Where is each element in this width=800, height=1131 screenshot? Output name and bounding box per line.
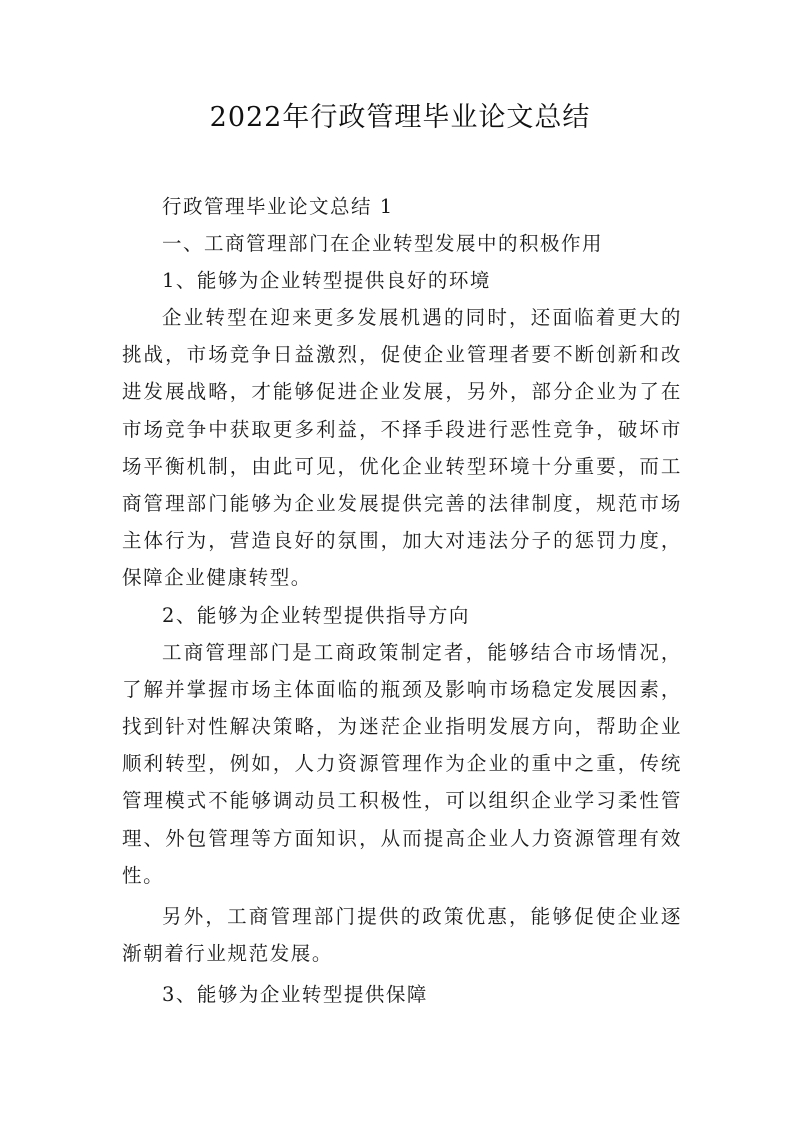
document-subtitle: 行政管理毕业论文总结 1 [162, 195, 394, 218]
item1-paragraph: 企业转型在迎来更多发展机遇的同时，还面临着更大的挑战，市场竞争日益激烈，促使企业管理者要不断创新和改进发展战略，才能够促进企业发展，另外，部分企业为了在市场竞争中获取更多利益，不择手段进行恶性竞争，破坏市场平衡机制，由此可见，优化企业转型环境十分重要，而工商管理部门能够为企业发展提供完善的法律制度，规范市场主体行为，营造良好的氛围，加大对违法分子的惩罚力度，保障企业健康转型。 [122, 306, 682, 590]
item1-heading: 1、能够为企业转型提供良好的环境 [162, 269, 491, 292]
document-title: 2022年行政管理毕业论文总结 [209, 102, 591, 133]
item2-heading: 2、能够为企业转型提供指导方向 [162, 603, 470, 627]
item3-heading: 3、能够为企业转型提供保障 [162, 983, 428, 1007]
item2-paragraph-2: 另外，工商管理部门提供的政策优惠，能够促使企业逐渐朝着行业规范发展。 [122, 905, 682, 966]
section-heading: 一、工商管理部门在企业转型发展中的积极作用 [162, 232, 604, 255]
item2-paragraph-1: 工商管理部门是工商政策制定者，能够结合市场情况，了解并掌握市场主体面临的瓶颈及影响市场稳定发展因素，找到针对性解决策略，为迷茫企业指明发展方向，帮助企业顺利转型，例如，人力资源管理作为企业的重中之重，传统管理模式不能够调动员工积极性，可以组织企业学习柔性管理、外包管理等方面知识，从而提高企业人力资源管理有效性。 [122, 640, 682, 887]
document-body [122, 188, 682, 1013]
